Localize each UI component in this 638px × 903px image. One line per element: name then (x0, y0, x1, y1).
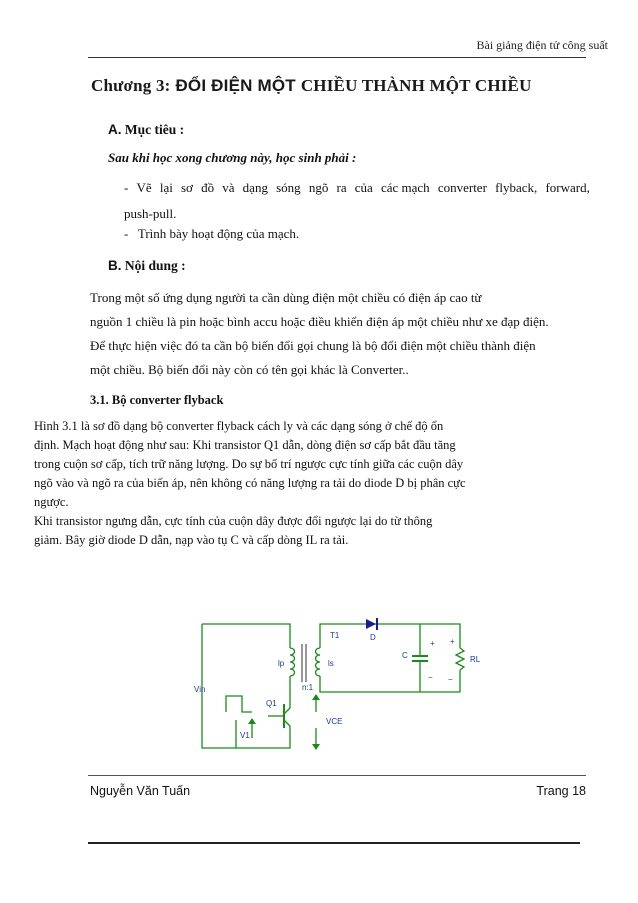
word: sóng (276, 180, 301, 195)
section-b-label: Nội dung : (121, 258, 186, 273)
word: đồ (201, 180, 215, 195)
wire (202, 624, 290, 648)
label-minus-c: − (428, 673, 433, 682)
objective-1-line-2: push-pull. (124, 206, 177, 221)
diode (366, 618, 378, 630)
content-paragraph-line: một chiều. Bộ biến đổi này còn có tên gọi khác là Converter.. (90, 362, 409, 377)
word: sơ (180, 180, 193, 195)
primary-coil (290, 648, 295, 676)
chapter-title (91, 76, 532, 96)
label-q1: Q1 (266, 699, 277, 708)
secondary-coil (316, 648, 321, 676)
pulse-symbol (226, 696, 252, 712)
subsection-title: 3.1. Bộ converter flyback (90, 393, 224, 407)
chapter-title-part-a: ĐỔI ĐIỆN MỘT (170, 76, 301, 95)
arrowhead (248, 718, 256, 724)
label-vce: VCE (326, 717, 343, 726)
flyback-text-line: Khi transistor ngưng dẫn, cực tính của cuộn dây được đổi ngược lại do từ thông (34, 514, 433, 528)
label-lp: lp (278, 659, 285, 668)
label-ratio: n:1 (302, 683, 314, 692)
wire (202, 624, 290, 748)
flyback-text-line: ngược. (34, 495, 69, 509)
label-rl: RL (470, 655, 481, 664)
label-d: D (370, 633, 376, 642)
label-t1: T1 (330, 631, 340, 640)
arrowhead (312, 744, 320, 750)
chapter-prefix: Chương 3: (91, 76, 171, 95)
flyback-text-line: giảm. Bây giờ diode D dẫn, nạp vào tụ C và cấp dòng IL ra tải. (34, 533, 349, 547)
word: lại (159, 180, 173, 195)
objectives-intro: Sau khi học xong chương này, học sinh phải : (108, 150, 357, 165)
word: và (222, 180, 235, 195)
word: flyback, (495, 180, 538, 195)
section-b-letter: B. (108, 258, 122, 273)
word: forward, (545, 180, 590, 195)
objective-1-line-1 (124, 180, 590, 196)
label-vin: Vin (194, 685, 206, 694)
objective-2-text: Trình bày hoạt động của mạch. (137, 226, 300, 241)
footer-rule (88, 775, 586, 776)
bullet-dash: - (124, 180, 129, 195)
section-a-letter: A. (108, 122, 122, 137)
objective-2 (124, 226, 299, 242)
section-b-heading (108, 258, 186, 274)
header-rule (88, 57, 586, 58)
footer-author: Nguyễn Văn Tuấn (90, 784, 191, 798)
flyback-circuit-diagram (190, 600, 490, 760)
word: ngõ (308, 180, 329, 195)
footer-page-number: Trang 18 (536, 784, 586, 798)
word: dạng (242, 180, 268, 195)
label-plus-rl: + (450, 637, 455, 646)
word: Vẽ (136, 180, 152, 195)
flyback-text-line: ngõ vào và ngõ ra của biến áp, nên không có năng lượng ra tải do diode D bị phân cực (34, 476, 466, 490)
flyback-text-line: định. Mạch hoạt động như sau: Khi transistor Q1 dẫn, dòng điện sơ cấp bắt đầu tăng (34, 438, 456, 452)
label-v1: V1 (240, 731, 250, 740)
label-plus-c: + (430, 639, 435, 648)
flyback-text-line: Hình 3.1 là sơ đồ dạng bộ converter flyback cách ly và các dạng sóng ở chế độ ổn (34, 419, 444, 433)
section-a-label: Mục tiêu : (121, 122, 185, 137)
word: ra (336, 180, 347, 195)
content-paragraph-line: nguồn 1 chiều là pin hoặc bình accu hoặc điều khiển điện áp một chiều như xe đạp điện. (90, 314, 549, 329)
label-c: C (402, 651, 408, 660)
label-minus-rl: − (448, 675, 453, 684)
section-a-heading (108, 122, 184, 138)
page-header-title: Bài giảng điện tử công suất (476, 38, 608, 52)
label-ls: ls (328, 659, 334, 668)
word: các mạch (380, 180, 430, 195)
content-paragraph-line: Trong một số ứng dụng người ta cần dùng điện một chiều có điện áp cao từ (90, 290, 482, 305)
wire (320, 676, 460, 692)
load-resistor (456, 648, 464, 670)
word: của (354, 180, 373, 195)
bottom-border (88, 842, 580, 844)
content-paragraph-line: Để thực hiện việc đó ta cần bộ biến đổi gọi chung là bộ đổi điện một chiều thành điện (90, 338, 536, 353)
flyback-text-line: trong cuộn sơ cấp, tích trữ năng lượng. Do sự bố trí ngược cực tính giữa các cuộn dây (34, 457, 464, 471)
chapter-title-part-b: CHIỀU THÀNH MỘT CHIỀU (300, 76, 532, 95)
arrowhead (312, 694, 320, 700)
bullet-dash: - (124, 226, 129, 241)
word: converter (437, 180, 487, 195)
